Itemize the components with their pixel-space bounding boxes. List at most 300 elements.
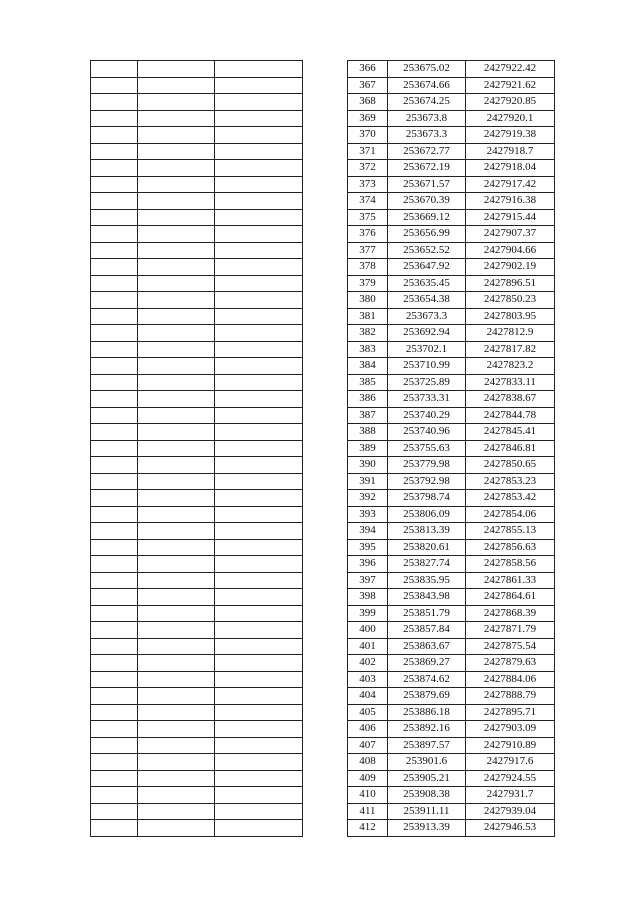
x-coordinate-cell (138, 820, 215, 837)
table-row (348, 308, 555, 325)
x-coordinate-cell: 253654.38 (388, 292, 466, 309)
x-coordinate-cell (138, 143, 215, 160)
y-coordinate-cell: 2427817.82 (466, 341, 555, 358)
x-coordinate-cell (138, 77, 215, 94)
table-row (348, 457, 555, 474)
y-coordinate-cell (215, 820, 303, 837)
table-row (91, 721, 303, 738)
point-number-cell: 371 (348, 143, 388, 160)
x-coordinate-cell (138, 589, 215, 606)
y-coordinate-cell: 2427915.44 (466, 209, 555, 226)
y-coordinate-cell: 2427904.66 (466, 242, 555, 259)
table-row (348, 407, 555, 424)
x-coordinate-cell: 253908.38 (388, 787, 466, 804)
x-coordinate-cell (138, 94, 215, 111)
y-coordinate-cell: 2427916.38 (466, 193, 555, 210)
y-coordinate-cell: 2427903.09 (466, 721, 555, 738)
table-row (91, 572, 303, 589)
y-coordinate-cell (215, 787, 303, 804)
x-coordinate-cell (138, 737, 215, 754)
point-number-cell: 387 (348, 407, 388, 424)
table-row (91, 226, 303, 243)
table-row (91, 358, 303, 375)
table-row (348, 787, 555, 804)
point-number-cell (91, 391, 138, 408)
point-number-cell: 382 (348, 325, 388, 342)
table-row (348, 539, 555, 556)
table-row (91, 473, 303, 490)
y-coordinate-cell (215, 457, 303, 474)
x-coordinate-cell: 253827.74 (388, 556, 466, 573)
y-coordinate-cell (215, 226, 303, 243)
table-row (348, 506, 555, 523)
point-number-cell (91, 556, 138, 573)
point-number-cell: 392 (348, 490, 388, 507)
y-coordinate-cell: 2427838.67 (466, 391, 555, 408)
table-row (91, 407, 303, 424)
point-number-cell (91, 671, 138, 688)
y-coordinate-cell: 2427920.1 (466, 110, 555, 127)
point-number-cell (91, 704, 138, 721)
table-row (348, 671, 555, 688)
table-row (348, 473, 555, 490)
x-coordinate-cell: 253652.52 (388, 242, 466, 259)
point-number-cell: 390 (348, 457, 388, 474)
y-coordinate-cell: 2427921.62 (466, 77, 555, 94)
x-coordinate-cell (138, 160, 215, 177)
table-row (348, 803, 555, 820)
x-coordinate-cell (138, 374, 215, 391)
x-coordinate-cell (138, 506, 215, 523)
x-coordinate-cell (138, 176, 215, 193)
y-coordinate-cell (215, 704, 303, 721)
point-number-cell: 400 (348, 622, 388, 639)
point-number-cell: 409 (348, 770, 388, 787)
y-coordinate-cell (215, 440, 303, 457)
table-row (348, 77, 555, 94)
point-number-cell (91, 638, 138, 655)
y-coordinate-cell (215, 803, 303, 820)
y-coordinate-cell: 2427850.23 (466, 292, 555, 309)
table-row (91, 391, 303, 408)
point-number-cell (91, 160, 138, 177)
table-row (91, 556, 303, 573)
x-coordinate-cell: 253673.3 (388, 308, 466, 325)
point-number-cell: 411 (348, 803, 388, 820)
table-row (348, 325, 555, 342)
point-number-cell (91, 721, 138, 738)
table-row (91, 176, 303, 193)
point-number-cell (91, 127, 138, 144)
right-table-body (348, 61, 555, 837)
point-number-cell: 368 (348, 94, 388, 111)
point-number-cell: 394 (348, 523, 388, 540)
y-coordinate-cell: 2427853.42 (466, 490, 555, 507)
table-row (91, 490, 303, 507)
table-row (348, 754, 555, 771)
point-number-cell: 408 (348, 754, 388, 771)
y-coordinate-cell: 2427833.11 (466, 374, 555, 391)
table-row (348, 176, 555, 193)
x-coordinate-cell (138, 803, 215, 820)
point-number-cell: 372 (348, 160, 388, 177)
point-number-cell: 376 (348, 226, 388, 243)
y-coordinate-cell (215, 523, 303, 540)
y-coordinate-cell: 2427910.89 (466, 737, 555, 754)
table-row (91, 374, 303, 391)
y-coordinate-cell: 2427902.19 (466, 259, 555, 276)
point-number-cell (91, 292, 138, 309)
point-number-cell: 377 (348, 242, 388, 259)
y-coordinate-cell (215, 589, 303, 606)
y-coordinate-cell: 2427939.04 (466, 803, 555, 820)
point-number-cell: 395 (348, 539, 388, 556)
x-coordinate-cell (138, 556, 215, 573)
table-row (91, 506, 303, 523)
y-coordinate-cell: 2427853.23 (466, 473, 555, 490)
x-coordinate-cell: 253863.67 (388, 638, 466, 655)
point-number-cell: 374 (348, 193, 388, 210)
point-number-cell: 381 (348, 308, 388, 325)
x-coordinate-cell (138, 787, 215, 804)
point-number-cell: 393 (348, 506, 388, 523)
table-row (91, 803, 303, 820)
x-coordinate-cell: 253670.39 (388, 193, 466, 210)
table-row (348, 523, 555, 540)
point-number-cell: 398 (348, 589, 388, 606)
x-coordinate-cell: 253672.19 (388, 160, 466, 177)
table-row (348, 770, 555, 787)
y-coordinate-cell: 2427868.39 (466, 605, 555, 622)
x-coordinate-cell: 253647.92 (388, 259, 466, 276)
y-coordinate-cell (215, 638, 303, 655)
y-coordinate-cell: 2427920.85 (466, 94, 555, 111)
table-row (91, 143, 303, 160)
x-coordinate-cell: 253874.62 (388, 671, 466, 688)
y-coordinate-cell: 2427879.63 (466, 655, 555, 672)
y-coordinate-cell: 2427858.56 (466, 556, 555, 573)
y-coordinate-cell (215, 605, 303, 622)
x-coordinate-cell: 253740.29 (388, 407, 466, 424)
y-coordinate-cell: 2427844.78 (466, 407, 555, 424)
x-coordinate-cell: 253656.99 (388, 226, 466, 243)
x-coordinate-cell: 253710.99 (388, 358, 466, 375)
point-number-cell (91, 605, 138, 622)
point-number-cell (91, 440, 138, 457)
x-coordinate-cell: 253806.09 (388, 506, 466, 523)
point-number-cell: 397 (348, 572, 388, 589)
point-number-cell (91, 275, 138, 292)
table-row (348, 572, 555, 589)
point-number-cell: 391 (348, 473, 388, 490)
point-number-cell (91, 572, 138, 589)
y-coordinate-cell (215, 358, 303, 375)
point-number-cell (91, 143, 138, 160)
x-coordinate-cell: 253901.6 (388, 754, 466, 771)
point-number-cell: 367 (348, 77, 388, 94)
y-coordinate-cell (215, 193, 303, 210)
y-coordinate-cell: 2427917.6 (466, 754, 555, 771)
table-row (91, 424, 303, 441)
table-row (91, 242, 303, 259)
x-coordinate-cell: 253740.96 (388, 424, 466, 441)
x-coordinate-cell: 253755.63 (388, 440, 466, 457)
table-row (91, 77, 303, 94)
x-coordinate-cell: 253913.39 (388, 820, 466, 837)
y-coordinate-cell (215, 622, 303, 639)
x-coordinate-cell (138, 341, 215, 358)
x-coordinate-cell (138, 308, 215, 325)
x-coordinate-cell: 253702.1 (388, 341, 466, 358)
table-row (91, 440, 303, 457)
table-row (348, 110, 555, 127)
y-coordinate-cell (215, 127, 303, 144)
y-coordinate-cell: 2427922.42 (466, 61, 555, 78)
table-row (91, 259, 303, 276)
table-row (348, 127, 555, 144)
point-number-cell (91, 193, 138, 210)
x-coordinate-cell: 253869.27 (388, 655, 466, 672)
x-coordinate-cell: 253857.84 (388, 622, 466, 639)
table-row (91, 110, 303, 127)
table-row (348, 688, 555, 705)
y-coordinate-cell: 2427861.33 (466, 572, 555, 589)
point-number-cell (91, 226, 138, 243)
x-coordinate-cell (138, 605, 215, 622)
x-coordinate-cell: 253798.74 (388, 490, 466, 507)
y-coordinate-cell (215, 539, 303, 556)
point-number-cell (91, 688, 138, 705)
table-row (348, 209, 555, 226)
x-coordinate-cell: 253897.57 (388, 737, 466, 754)
point-number-cell (91, 358, 138, 375)
x-coordinate-cell (138, 110, 215, 127)
point-number-cell (91, 787, 138, 804)
table-row (348, 737, 555, 754)
point-number-cell: 384 (348, 358, 388, 375)
table-row (91, 638, 303, 655)
y-coordinate-cell (215, 94, 303, 111)
point-number-cell (91, 506, 138, 523)
point-number-cell: 369 (348, 110, 388, 127)
y-coordinate-cell (215, 688, 303, 705)
y-coordinate-cell (215, 308, 303, 325)
x-coordinate-cell (138, 770, 215, 787)
point-number-cell (91, 308, 138, 325)
x-coordinate-cell (138, 655, 215, 672)
y-coordinate-cell (215, 160, 303, 177)
x-coordinate-cell: 253635.45 (388, 275, 466, 292)
y-coordinate-cell (215, 473, 303, 490)
x-coordinate-cell (138, 209, 215, 226)
point-number-cell (91, 77, 138, 94)
point-number-cell (91, 259, 138, 276)
y-coordinate-cell (215, 671, 303, 688)
y-coordinate-cell (215, 770, 303, 787)
x-coordinate-cell: 253813.39 (388, 523, 466, 540)
x-coordinate-cell (138, 622, 215, 639)
table-row (348, 638, 555, 655)
point-number-cell: 378 (348, 259, 388, 276)
y-coordinate-cell (215, 325, 303, 342)
table-row (91, 193, 303, 210)
point-number-cell: 380 (348, 292, 388, 309)
x-coordinate-cell: 253911.11 (388, 803, 466, 820)
table-row (348, 820, 555, 837)
y-coordinate-cell (215, 556, 303, 573)
table-row (348, 242, 555, 259)
x-coordinate-cell (138, 226, 215, 243)
y-coordinate-cell: 2427856.63 (466, 539, 555, 556)
x-coordinate-cell: 253692.94 (388, 325, 466, 342)
y-coordinate-cell (215, 374, 303, 391)
table-row (91, 787, 303, 804)
y-coordinate-cell: 2427919.38 (466, 127, 555, 144)
x-coordinate-cell: 253879.69 (388, 688, 466, 705)
table-row (348, 292, 555, 309)
left-table-body (91, 61, 303, 837)
y-coordinate-cell: 2427812.9 (466, 325, 555, 342)
x-coordinate-cell (138, 424, 215, 441)
x-coordinate-cell (138, 638, 215, 655)
point-number-cell (91, 209, 138, 226)
x-coordinate-cell: 253733.31 (388, 391, 466, 408)
table-row (91, 127, 303, 144)
y-coordinate-cell: 2427803.95 (466, 308, 555, 325)
x-coordinate-cell (138, 358, 215, 375)
table-row (348, 605, 555, 622)
y-coordinate-cell (215, 572, 303, 589)
y-coordinate-cell: 2427855.13 (466, 523, 555, 540)
x-coordinate-cell (138, 391, 215, 408)
x-coordinate-cell: 253905.21 (388, 770, 466, 787)
point-number-cell: 388 (348, 424, 388, 441)
point-number-cell (91, 655, 138, 672)
point-number-cell: 370 (348, 127, 388, 144)
y-coordinate-cell (215, 754, 303, 771)
point-number-cell (91, 589, 138, 606)
point-number-cell: 401 (348, 638, 388, 655)
table-row (348, 440, 555, 457)
table-row (91, 688, 303, 705)
point-number-cell (91, 490, 138, 507)
y-coordinate-cell: 2427918.7 (466, 143, 555, 160)
x-coordinate-cell: 253779.98 (388, 457, 466, 474)
y-coordinate-cell: 2427946.53 (466, 820, 555, 837)
point-number-cell (91, 424, 138, 441)
point-number-cell: 412 (348, 820, 388, 837)
table-row (91, 539, 303, 556)
point-number-cell: 375 (348, 209, 388, 226)
x-coordinate-cell: 253886.18 (388, 704, 466, 721)
y-coordinate-cell (215, 110, 303, 127)
y-coordinate-cell (215, 506, 303, 523)
point-number-cell (91, 737, 138, 754)
point-number-cell: 402 (348, 655, 388, 672)
x-coordinate-cell (138, 671, 215, 688)
y-coordinate-cell (215, 737, 303, 754)
y-coordinate-cell (215, 424, 303, 441)
table-row (91, 308, 303, 325)
point-number-cell: 403 (348, 671, 388, 688)
point-number-cell (91, 457, 138, 474)
x-coordinate-cell (138, 721, 215, 738)
right-coordinate-table (347, 60, 555, 837)
y-coordinate-cell (215, 391, 303, 408)
y-coordinate-cell: 2427896.51 (466, 275, 555, 292)
x-coordinate-cell: 253851.79 (388, 605, 466, 622)
y-coordinate-cell (215, 259, 303, 276)
x-coordinate-cell (138, 754, 215, 771)
y-coordinate-cell: 2427884.06 (466, 671, 555, 688)
point-number-cell: 383 (348, 341, 388, 358)
point-number-cell: 406 (348, 721, 388, 738)
x-coordinate-cell (138, 539, 215, 556)
y-coordinate-cell (215, 292, 303, 309)
table-row (91, 292, 303, 309)
y-coordinate-cell (215, 490, 303, 507)
y-coordinate-cell: 2427888.79 (466, 688, 555, 705)
y-coordinate-cell: 2427864.61 (466, 589, 555, 606)
y-coordinate-cell: 2427918.04 (466, 160, 555, 177)
point-number-cell (91, 803, 138, 820)
y-coordinate-cell (215, 275, 303, 292)
point-number-cell (91, 176, 138, 193)
point-number-cell (91, 820, 138, 837)
x-coordinate-cell (138, 275, 215, 292)
point-number-cell (91, 242, 138, 259)
x-coordinate-cell (138, 61, 215, 78)
table-row (348, 341, 555, 358)
table-row (348, 193, 555, 210)
point-number-cell: 385 (348, 374, 388, 391)
y-coordinate-cell (215, 655, 303, 672)
table-row (348, 490, 555, 507)
x-coordinate-cell (138, 457, 215, 474)
y-coordinate-cell: 2427875.54 (466, 638, 555, 655)
point-number-cell: 386 (348, 391, 388, 408)
point-number-cell (91, 539, 138, 556)
point-number-cell: 366 (348, 61, 388, 78)
x-coordinate-cell: 253674.66 (388, 77, 466, 94)
point-number-cell: 399 (348, 605, 388, 622)
y-coordinate-cell: 2427845.41 (466, 424, 555, 441)
table-row (348, 160, 555, 177)
x-coordinate-cell: 253671.57 (388, 176, 466, 193)
x-coordinate-cell (138, 440, 215, 457)
table-row (91, 275, 303, 292)
table-row (91, 94, 303, 111)
point-number-cell: 379 (348, 275, 388, 292)
table-row (91, 704, 303, 721)
y-coordinate-cell: 2427854.06 (466, 506, 555, 523)
x-coordinate-cell: 253820.61 (388, 539, 466, 556)
x-coordinate-cell (138, 473, 215, 490)
table-row (91, 655, 303, 672)
table-row (91, 605, 303, 622)
y-coordinate-cell: 2427823.2 (466, 358, 555, 375)
table-row (91, 523, 303, 540)
table-row (348, 61, 555, 78)
x-coordinate-cell (138, 704, 215, 721)
table-row (91, 737, 303, 754)
y-coordinate-cell: 2427917.42 (466, 176, 555, 193)
x-coordinate-cell (138, 127, 215, 144)
table-row (91, 754, 303, 771)
table-row (348, 589, 555, 606)
point-number-cell (91, 374, 138, 391)
table-row (91, 457, 303, 474)
